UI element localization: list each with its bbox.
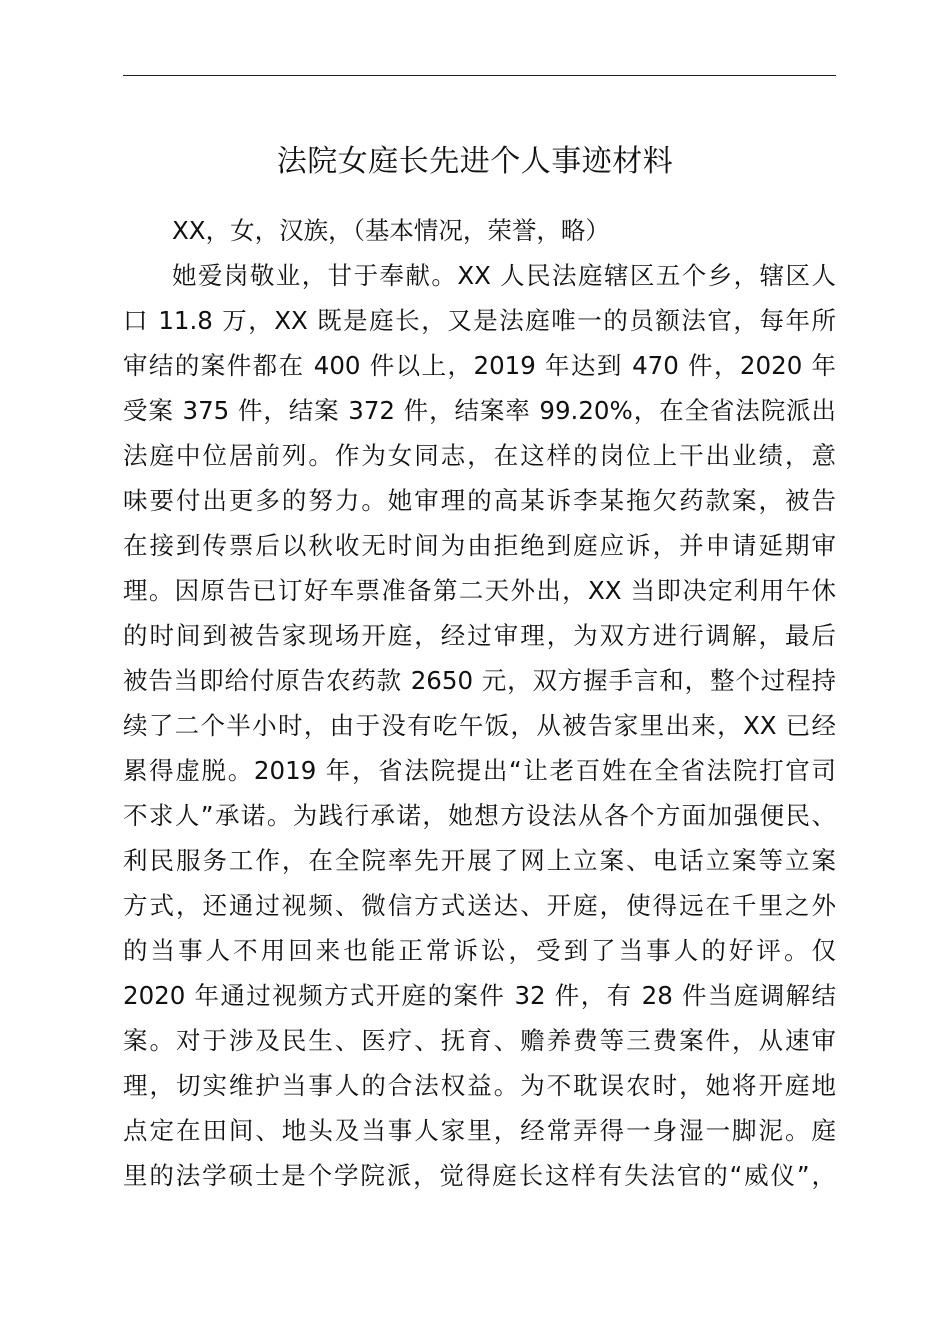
document-body: [123, 208, 836, 1198]
text-line: 法庭中位居前列。作为女同志，在这样的岗位上干出业绩，意: [123, 441, 836, 470]
text-line: 理，切实维护当事人的合法权益。为不耽误农时，她将开庭地: [123, 1071, 836, 1100]
text-line: 她爱岗敬业，甘于奉献。XX 人民法庭辖区五个乡，辖区人: [172, 261, 836, 290]
text-line: 的当事人不用回来也能正常诉讼，受到了当事人的好评。仅: [123, 936, 836, 965]
text-line: 理。因原告已订好车票准备第二天外出，XX 当即决定利用午休: [123, 576, 836, 605]
text-line: 在接到传票后以秋收无时间为由拒绝到庭应诉，并申请延期审: [123, 531, 836, 560]
text-line: 案。对于涉及民生、医疗、抚育、赡养费等三费案件，从速审: [123, 1026, 836, 1055]
header-rule: [123, 75, 836, 76]
text-line: 方式，还通过视频、微信方式送达、开庭，使得远在千里之外: [123, 891, 836, 920]
text-line: 2020 年通过视频方式开庭的案件 32 件，有 28 件当庭调解结: [123, 981, 836, 1010]
text-line: 利民服务工作，在全院率先开展了网上立案、电话立案等立案: [123, 846, 836, 875]
text-line: 续了二个半小时，由于没有吃午饭，从被告家里出来，XX 已经: [123, 711, 836, 740]
text-line: 里的法学硕士是个学院派，觉得庭长这样有失法官的“威仪”，: [123, 1161, 836, 1190]
text-line: 累得虚脱。2019 年，省法院提出“让老百姓在全省法院打官司: [123, 756, 836, 785]
text-line: 不求人”承诺。为践行承诺，她想方设法从各个方面加强便民、: [123, 801, 836, 830]
text-line: 被告当即给付原告农药款 2650 元，双方握手言和，整个过程持: [123, 666, 836, 695]
text-line: 口 11.8 万，XX 既是庭长，又是法庭唯一的员额法官，每年所: [123, 306, 836, 335]
text-line: 受案 375 件，结案 372 件，结案率 99.20%，在全省法院派出: [123, 396, 836, 425]
text-line: 点定在田间、地头及当事人家里，经常弄得一身湿一脚泥。庭: [123, 1116, 836, 1145]
text-line: 的时间到被告家现场开庭，经过审理，为双方进行调解，最后: [123, 621, 836, 650]
document-title: 法院女庭长先进个人事迹材料: [276, 144, 674, 179]
text-line: 审结的案件都在 400 件以上，2019 年达到 470 件，2020 年: [123, 351, 836, 380]
paragraph-basic-info: XX，女，汉族，（基本情况，荣誉，略）: [172, 216, 610, 245]
text-line: 味要付出更多的努力。她审理的高某诉李某拖欠药款案，被告: [123, 486, 836, 515]
